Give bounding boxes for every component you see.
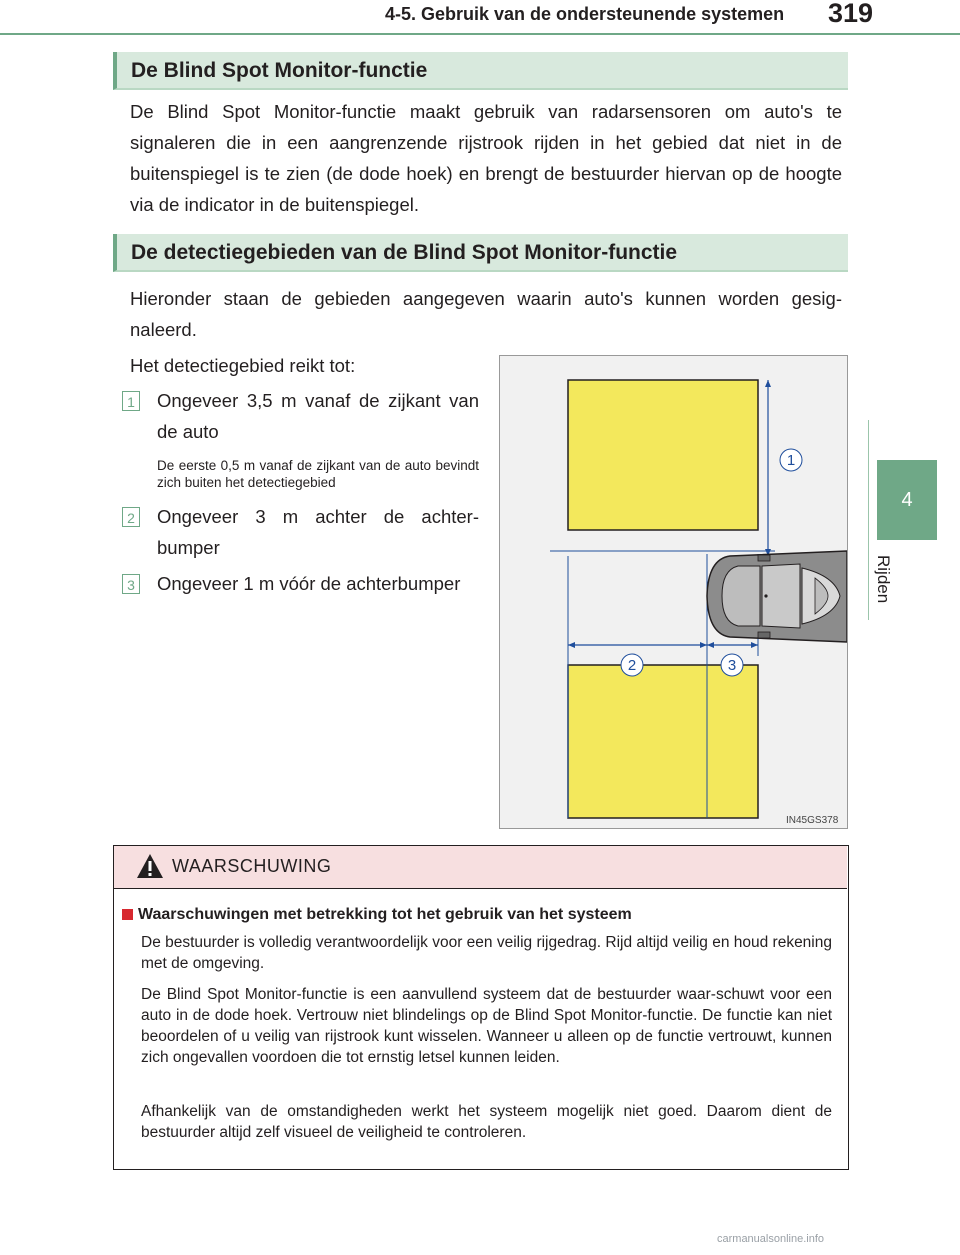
warning-paragraph-2: De Blind Spot Monitor-functie is een aanvullend systeem dat de bestuurder waar-schuwt voor een auto in de dode hoek. Vertrouw niet blindelings op de Blind Spot Monitor-functie. De functie kan niet beoordelen of u veilig van rijstrook kunt wisselen. Wanneer u alleen op de functie vertrouwt, kunnen zich ongevallen voordoen die tot ernstig letsel kunnen leiden. <box>141 986 832 1066</box>
section-title-2: De detectiegebieden van de Blind Spot Monitor-functie <box>131 241 678 264</box>
chapter-title: Rijden <box>874 555 893 604</box>
image-code: IN45GS378 <box>786 815 839 826</box>
footer-watermark: carmanualsonline.info <box>717 1233 825 1245</box>
warning-bullet-icon <box>122 909 133 920</box>
list-item-1: Ongeveer 3,5 m vanaf de zijkant van de auto <box>157 390 479 442</box>
side-divider <box>868 420 869 620</box>
section-intro-2: Hieronder staan de gebieden aangegeven waarin auto's kunnen worden gesig-naleerd. <box>130 288 842 340</box>
list-number-3: 3 <box>122 574 140 594</box>
warning-box <box>113 845 849 1170</box>
warning-subtitle: Waarschuwingen met betrekking tot het gebruik van het systeem <box>138 906 632 923</box>
lower-detection-zone <box>568 665 758 818</box>
warning-paragraph-1: De bestuurder is volledig verantwoordelijk voor een veilig rijgedrag. Rijd altijd veilig en houd rekening met de omgeving. <box>141 934 832 972</box>
section-heading-2 <box>113 234 848 272</box>
arrowhead-1-top <box>765 380 771 387</box>
car-illustration <box>707 551 847 642</box>
warning-header <box>114 846 847 889</box>
chapter-tab <box>877 460 937 540</box>
list-number-1: 1 <box>122 391 140 411</box>
diagram-svg <box>500 356 847 828</box>
list-item-2: Ongeveer 3 m achter de achter-bumper <box>157 506 479 558</box>
section-body-1: De Blind Spot Monitor-functie maakt gebruik van radarsensoren om auto's te signaleren die in een aangrenzende rijstrook rijden in het gebied dat niet in de buitenspiegel is te zien (de dode hoek) en brengt de bestuurder hiervan op de hoogte via de indicator in de buitenspiegel. <box>130 101 842 215</box>
arrowhead-2-right <box>700 642 707 648</box>
running-header: 4-5. Gebruik van de ondersteunende systemen <box>385 4 785 24</box>
chapter-number: 4 <box>901 488 913 511</box>
list-number-2: 2 <box>122 507 140 527</box>
section-heading-1 <box>113 52 848 90</box>
page-number: 319 <box>828 0 874 28</box>
list-item-3: Ongeveer 1 m vóór de achterbumper <box>157 573 461 594</box>
callout-3-label: 3 <box>727 657 737 674</box>
list-item-1-note: De eerste 0,5 m vanaf de zijkant van de auto bevindt zich buiten het detectiegebied <box>157 458 479 490</box>
section-title-1: De Blind Spot Monitor-functie <box>131 59 428 82</box>
list-intro: Het detectiegebied reikt tot: <box>130 355 356 376</box>
callout-3 <box>721 654 743 676</box>
warning-triangle-icon <box>136 853 164 879</box>
warning-paragraph-3: Afhankelijk van de omstandigheden werkt het systeem mogelijk niet goed. Daarom dient de bestuurder altijd zelf visueel de veiligheid te controleren. <box>141 1103 832 1141</box>
callout-2 <box>621 654 643 676</box>
callout-2-label: 2 <box>627 657 637 674</box>
arrowhead-3-left <box>707 642 714 648</box>
callout-1-label: 1 <box>786 452 796 469</box>
upper-detection-zone <box>568 380 758 530</box>
arrowhead-2-left <box>568 642 575 648</box>
callout-1 <box>780 449 802 471</box>
detection-area-diagram <box>499 355 848 829</box>
warning-title: WAARSCHUWING <box>172 856 332 876</box>
arrowhead-3-right <box>751 642 758 648</box>
header-rule <box>0 33 960 35</box>
